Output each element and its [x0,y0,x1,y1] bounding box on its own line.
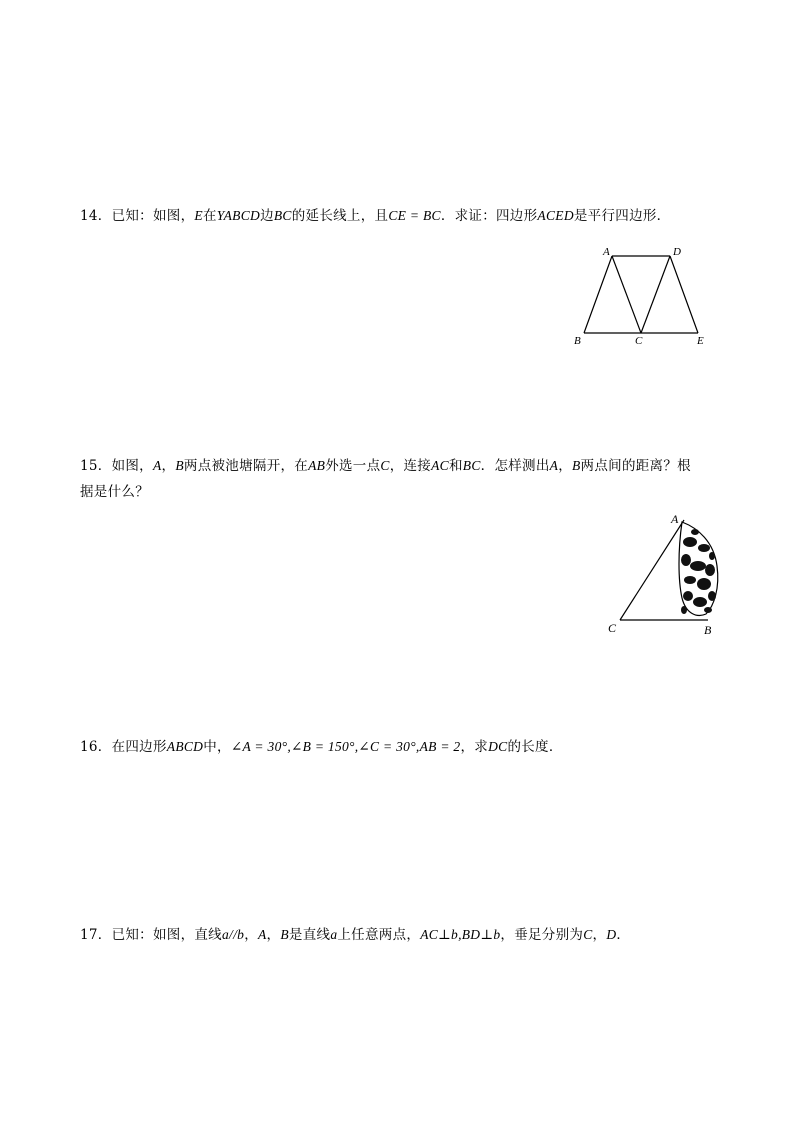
text: ， [558,458,572,474]
label-B: B [574,335,581,347]
question-14 [80,203,730,229]
label-A: A [671,512,679,526]
label-A: A [603,246,610,258]
label-C: C [608,621,617,635]
math: ABCD [166,739,204,754]
math: ∠A = 30°,∠B = 150°,∠C = 30°,AB = 2 [230,739,461,754]
math: A [258,927,267,942]
math: AB [308,458,326,473]
math: AC⊥b,BD⊥b [420,927,501,942]
label-B: B [704,623,712,637]
text: ， [266,927,281,943]
question-16 [80,734,730,760]
label-D: D [673,246,681,258]
math: a//b [221,927,245,942]
segment-AC [620,520,684,620]
question-number: 14 [80,208,98,224]
text: ．求证：四边形 [440,208,538,224]
text: 和 [448,458,463,474]
question-number: 17 [80,927,98,943]
math: BC [462,458,481,473]
segment-AB [584,256,612,333]
text: 的长度． [507,739,563,755]
math: CE = BC [388,208,441,223]
math: YABCD [216,208,261,223]
parallelogram-figure [570,242,710,350]
text: ．在四边形 [97,739,167,755]
text: ．如图， [97,458,153,474]
math: C [583,927,593,942]
pond [679,522,718,615]
question-15 [80,453,730,505]
question-number: 16 [80,739,98,755]
math: DC [488,739,508,754]
math: B [572,458,581,473]
pond-figure [600,510,730,640]
math: AC [431,458,449,473]
text: ．已知：如图， [97,208,195,224]
text: ．怎样测出 [480,458,550,474]
math: D [606,927,617,942]
text: 据是什么？ [80,484,149,500]
text: 在 [202,208,217,224]
text: 上任意两点， [337,927,421,943]
segment-DE [670,256,698,333]
math: A [549,458,559,473]
math: E [194,208,203,223]
math: B [175,458,184,473]
label-C: C [635,335,643,347]
text: ， [592,927,607,943]
text: 是平行四边形． [573,208,671,224]
segment-DC [641,256,670,333]
text: 中， [203,739,231,755]
text: ，连接 [389,458,432,474]
text: 边 [260,208,274,224]
text: ，垂足分别为 [500,927,584,943]
math: a [330,927,338,942]
text: ．已知：如图，直线 [97,927,222,943]
text: 外选一点 [325,458,381,474]
math: B [280,927,289,942]
text: ， [161,458,176,474]
text: ， [244,927,258,943]
math: C [380,458,390,473]
math: BC [273,208,292,223]
text: 的延长线上，且 [291,208,389,224]
text: 两点被池塘隔开，在 [183,458,309,474]
label-E: E [697,335,704,347]
math: A [152,458,162,473]
question-number: 15 [80,458,98,474]
text: 两点间的距离？根 [580,458,691,474]
text: ． [616,927,631,943]
math: ACED [537,208,574,223]
segment-AC [612,256,641,333]
text: ，求 [460,739,489,755]
text: 是直线 [288,927,331,943]
question-17 [80,922,730,948]
